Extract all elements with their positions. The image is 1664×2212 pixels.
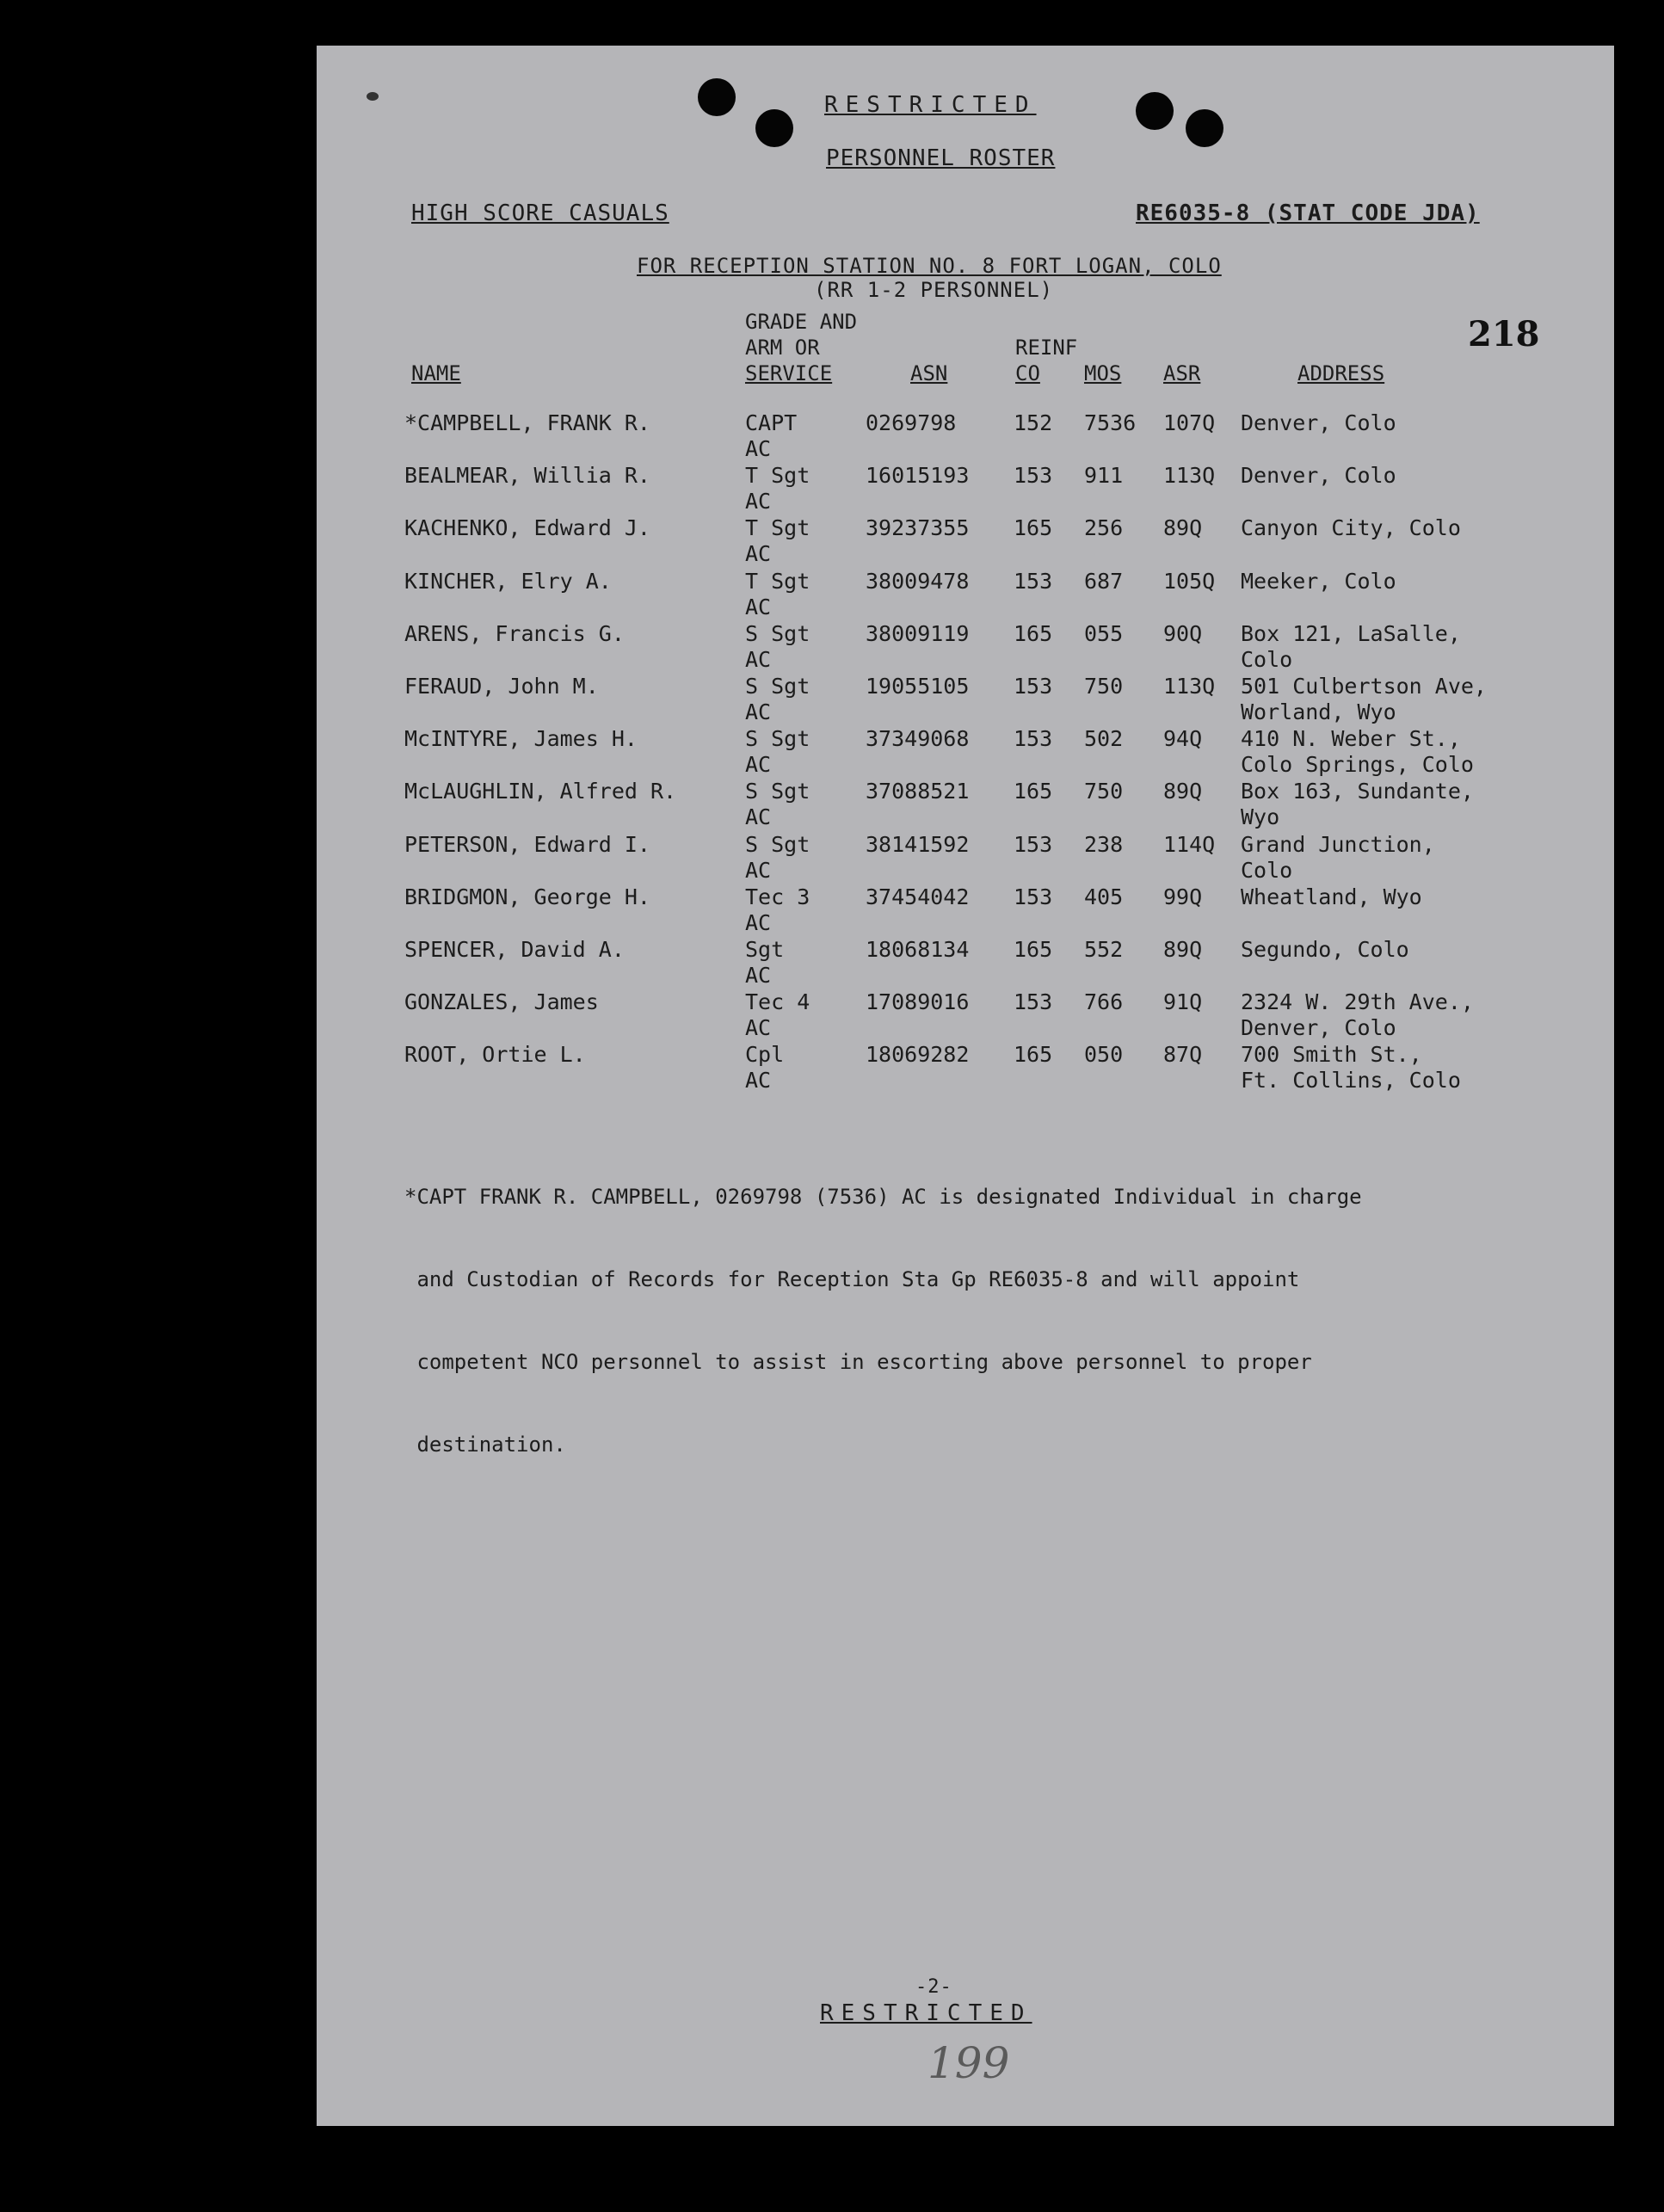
table-row [317,463,1614,516]
row-grade: Sgt [745,937,785,962]
row-arm: AC [745,1015,772,1041]
row-grade: S Sgt [745,674,810,699]
col-grade: GRADE AND ARM OR SERVICE [745,310,858,385]
row-address-line2: Colo [1241,646,1293,672]
punch-hole [755,109,793,147]
row-co: 165 [1014,620,1053,646]
table-row [317,884,1614,938]
row-name: ROOT, Ortie L. [404,1042,586,1068]
row-asr: 89Q [1163,937,1203,962]
col-mos: MOS [1084,361,1122,385]
document-page [317,46,1614,2126]
row-grade: CAPT [745,410,798,435]
row-asr: 114Q [1163,831,1216,857]
row-mos: 050 [1084,1042,1124,1068]
col-co: CO [1015,361,1040,385]
row-asn: 37349068 [866,726,970,752]
row-mos: 766 [1084,989,1124,1015]
row-address-line1: Meeker, Colo [1241,568,1396,594]
col-reinf: REINF [1015,336,1078,360]
row-asn: 37088521 [866,779,970,804]
handwritten-number: 199 [928,2038,1010,2088]
table-row [317,779,1614,832]
row-name: McINTYRE, James H. [404,726,638,752]
row-arm: AC [745,489,772,514]
row-co: 153 [1014,463,1053,489]
row-address-line1: Canyon City, Colo [1241,515,1461,541]
row-arm: AC [745,646,772,672]
group-left: HIGH SCORE CASUALS [411,200,669,226]
row-name: SPENCER, David A. [404,937,625,962]
personnel-type: (RR 1-2 PERSONNEL) [814,278,1054,302]
row-asr: 105Q [1163,568,1216,594]
row-asn: 39237355 [866,515,970,541]
page-number: -2- [915,1976,952,1998]
row-address-line1: Segundo, Colo [1241,937,1409,962]
row-name: GONZALES, James [404,989,599,1015]
row-asr: 87Q [1163,1042,1203,1068]
row-grade: T Sgt [745,515,810,541]
row-co: 165 [1014,515,1053,541]
row-asr: 90Q [1163,620,1203,646]
row-arm: AC [745,963,772,988]
row-name: McLAUGHLIN, Alfred R. [404,779,677,804]
roster-title: PERSONNEL ROSTER [826,145,1056,171]
table-row [317,1042,1614,1095]
col-asr: ASR [1163,361,1201,385]
classification-top: RESTRICTED [824,92,1037,118]
row-asn: 17089016 [866,989,970,1015]
row-arm: AC [745,909,772,935]
row-grade: T Sgt [745,463,810,489]
row-co: 153 [1014,674,1053,699]
row-mos: 750 [1084,674,1124,699]
row-address-line1: 501 Culbertson Ave, [1241,674,1487,699]
custodian-note: *CAPT FRANK R. CAMPBELL, 0269798 (7536) AC is designated Individual in charge and Custodian of Records for Reception Sta Gp RE6035-8 and will appoint competent NCO personnel to assist in escorting above personnel to proper destination. [404,1185,1362,1457]
table-row [317,410,1614,464]
row-address-line2: Ft. Collins, Colo [1241,1068,1461,1094]
row-name: KACHENKO, Edward J. [404,515,650,541]
row-asn: 16015193 [866,463,970,489]
row-mos: 055 [1084,620,1124,646]
row-asn: 37454042 [866,884,970,909]
row-mos: 750 [1084,779,1124,804]
row-name: KINCHER, Elry A. [404,568,612,594]
row-address-line1: 2324 W. 29th Ave., [1241,989,1474,1015]
row-address-line2: Worland, Wyo [1241,699,1396,724]
row-co: 165 [1014,937,1053,962]
table-row [317,989,1614,1043]
row-arm: AC [745,541,772,567]
row-co: 153 [1014,568,1053,594]
row-grade: S Sgt [745,831,810,857]
table-row [317,832,1614,885]
punch-hole [1136,92,1174,130]
row-grade: Cpl [745,1042,785,1068]
row-address-line2: Colo [1241,857,1293,883]
row-mos: 502 [1084,726,1124,752]
row-asn: 18069282 [866,1042,970,1068]
row-name: BEALMEAR, Willia R. [404,463,650,489]
row-co: 153 [1014,726,1053,752]
col-address: ADDRESS [1297,361,1385,385]
row-grade: S Sgt [745,779,810,804]
row-name: BRIDGMON, George H. [404,884,650,909]
col-asn: ASN [910,361,948,385]
row-address-line1: Grand Junction, [1241,831,1435,857]
row-mos: 405 [1084,884,1124,909]
table-row [317,515,1614,569]
row-arm: AC [745,594,772,619]
row-asn: 0269798 [866,410,957,435]
row-address-line2: Colo Springs, Colo [1241,752,1474,778]
row-co: 165 [1014,1042,1053,1068]
row-name: ARENS, Francis G. [404,620,625,646]
destination: FOR RECEPTION STATION NO. 8 FORT LOGAN, COLO [637,254,1222,278]
row-asn: 18068134 [866,937,970,962]
table-row [317,726,1614,779]
row-asr: 113Q [1163,674,1216,699]
row-mos: 552 [1084,937,1124,962]
table-row [317,937,1614,990]
row-co: 153 [1014,884,1053,909]
punch-hole [1186,109,1223,147]
row-mos: 687 [1084,568,1124,594]
row-asr: 89Q [1163,515,1203,541]
row-co: 165 [1014,779,1053,804]
row-mos: 7536 [1084,410,1137,435]
row-grade: S Sgt [745,620,810,646]
col-name: NAME [411,361,461,385]
row-asn: 38141592 [866,831,970,857]
table-row [317,621,1614,675]
row-asr: 113Q [1163,463,1216,489]
group-right: RE6035-8 (STAT CODE JDA) [1136,200,1480,226]
row-address-line1: Wheatland, Wyo [1241,884,1422,909]
row-address-line2: Wyo [1241,804,1280,830]
row-co: 153 [1014,831,1053,857]
row-address-line1: 410 N. Weber St., [1241,726,1461,752]
row-grade: T Sgt [745,568,810,594]
row-arm: AC [745,1068,772,1094]
row-arm: AC [745,436,772,461]
row-asn: 19055105 [866,674,970,699]
row-co: 152 [1014,410,1053,435]
row-address-line1: Box 163, Sundante, [1241,779,1474,804]
row-asr: 91Q [1163,989,1203,1015]
row-asr: 94Q [1163,726,1203,752]
row-grade: Tec 4 [745,989,810,1015]
row-arm: AC [745,752,772,778]
row-address-line2: Denver, Colo [1241,1015,1396,1041]
row-arm: AC [745,804,772,830]
row-co: 153 [1014,989,1053,1015]
row-grade: Tec 3 [745,884,810,909]
row-address-line1: Denver, Colo [1241,463,1396,489]
row-name: *CAMPBELL, FRANK R. [404,410,650,435]
row-address-line1: 700 Smith St., [1241,1042,1422,1068]
row-mos: 256 [1084,515,1124,541]
table-row [317,569,1614,622]
ink-mark [367,92,379,101]
row-address-line1: Box 121, LaSalle, [1241,620,1461,646]
stamp-number: 218 [1468,314,1540,354]
row-arm: AC [745,699,772,724]
table-row [317,674,1614,727]
row-asr: 89Q [1163,779,1203,804]
row-mos: 238 [1084,831,1124,857]
row-grade: S Sgt [745,726,810,752]
row-arm: AC [745,857,772,883]
row-asr: 99Q [1163,884,1203,909]
punch-hole [698,78,736,116]
row-asr: 107Q [1163,410,1216,435]
row-name: PETERSON, Edward I. [404,831,650,857]
classification-bottom: RESTRICTED [820,2000,1032,2026]
row-asn: 38009478 [866,568,970,594]
row-asn: 38009119 [866,620,970,646]
row-address-line1: Denver, Colo [1241,410,1396,435]
row-mos: 911 [1084,463,1124,489]
row-name: FERAUD, John M. [404,674,599,699]
